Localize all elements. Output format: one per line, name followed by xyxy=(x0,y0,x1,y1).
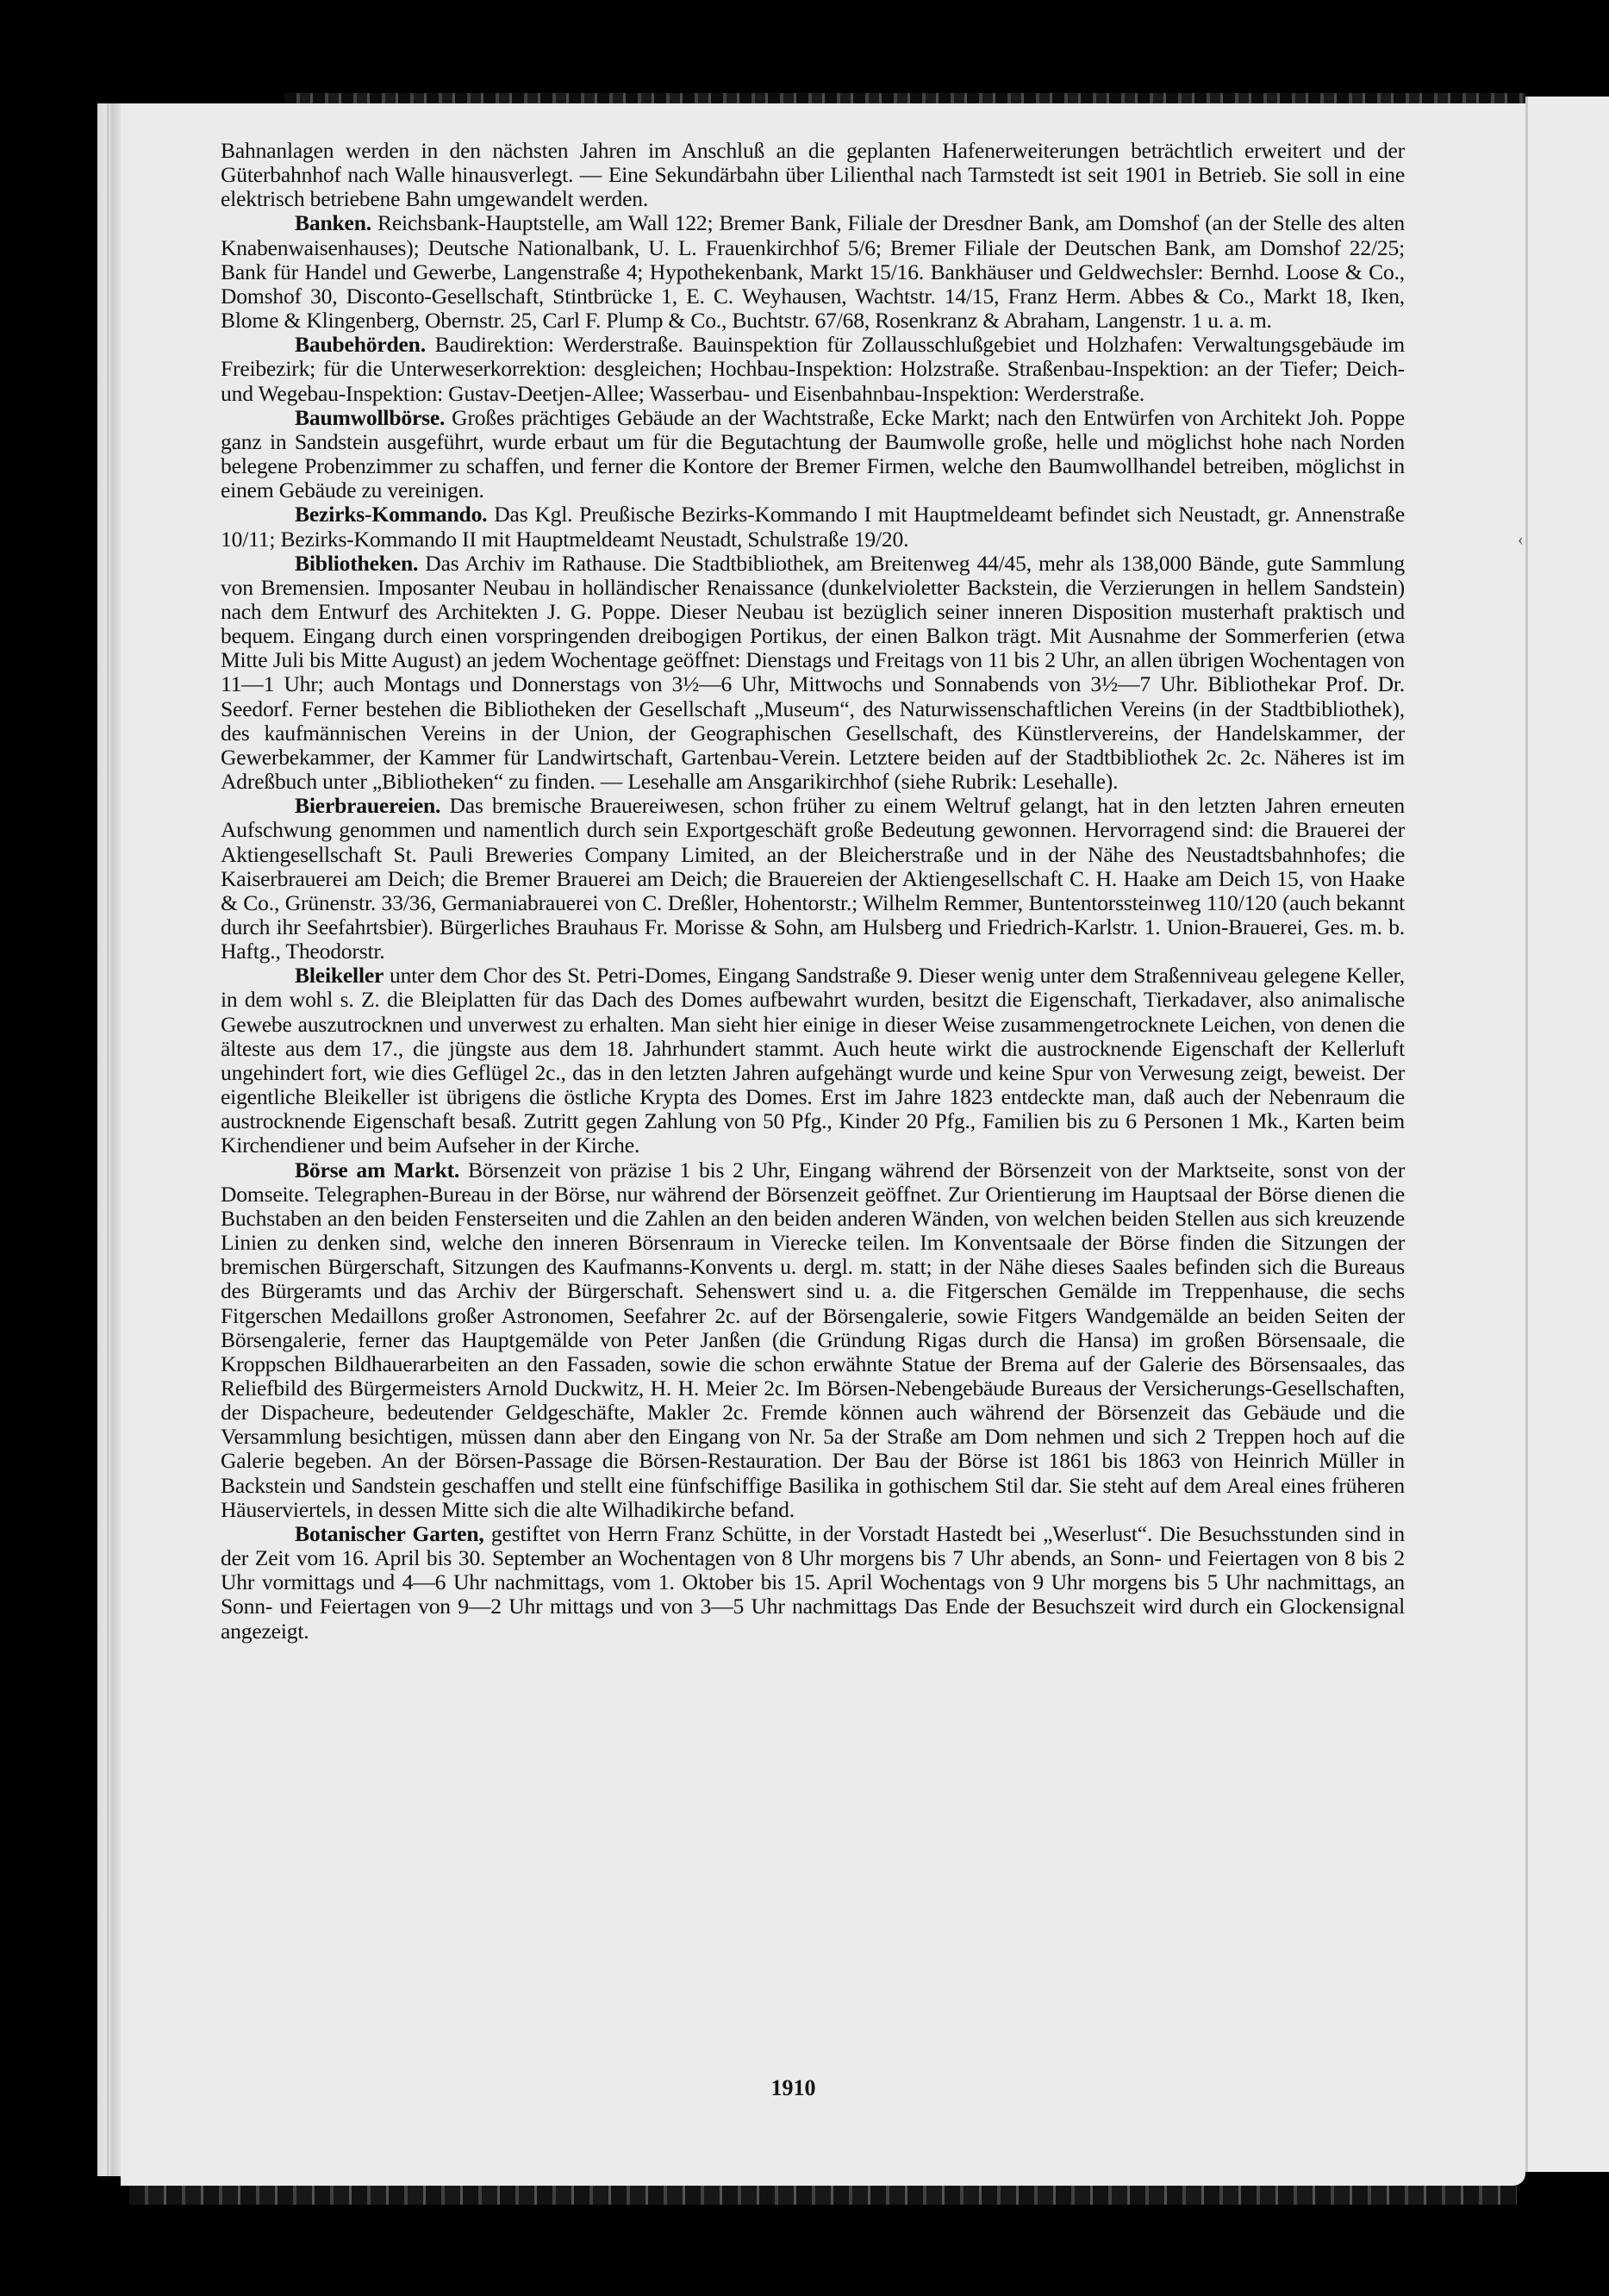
paragraph-text: Das Kgl. Preußische Bezirks-Kommando I mit Hauptmeldeamt befindet sich Neustadt, gr. Annenstraße 10/11; Bezirks-Kommando II mit Hauptmeldeamt Neustadt, Schulstraße 19/20. xyxy=(221,502,1405,552)
paragraph-baubehoerden xyxy=(221,333,1405,405)
paragraph-heading: Bleikeller xyxy=(295,963,384,989)
paragraph-heading: Baubehörden. xyxy=(295,332,426,358)
paragraph-text: gestiftet von Herrn Franz Schütte, in der Vorstadt Hastedt bei „Weserlust“. Die Besuchsstunden sind in der Zeit vom 16. April bis 30. September an Wochentagen von 8 Uhr morgens bis 7 Uhr abends, an Sonn- und Feiertagen von 8 bis 2 Uhr vormittags und 4—6 Uhr nachmittags, vom 1. Oktober bis 15. April Wochentags von 9 Uhr morgens bis 5 Uhr nachmittags, an Sonn- und Feiertagen von 9—2 Uhr mittags und von 3—5 Uhr nachmittags Das Ende der Besuchszeit wird durch ein Glockensignal angezeigt. xyxy=(221,1520,1406,1644)
margin-mark-icon: ‹ xyxy=(1518,530,1524,549)
paragraph-bahnanlagen xyxy=(221,139,1405,211)
paragraph-botanischer-garten xyxy=(221,1522,1405,1644)
paragraph-text: unter dem Chor des St. Petri-Domes, Eingang Sandstraße 9. Dieser wenig unter dem Straßenniveau gelegene Keller, in dem wohl s. Z. die Bleiplatten für das Dach des Domes aufbewahrt wurden, besitzt die Eigenschaft, Tierkadaver, also animalische Gewebe auszutrocknen und unverwest zu erhalten. Man sieht hier einige in dieser Weise zusammengetrocknete Leichen, von denen die älteste aus dem 17., die jüngste aus dem 18. Jahrhundert stammt. Auch heute wirkt die austrocknende Eigenschaft der Kellerluft ungehindert fort, wie dies Geflügel 2c., das in den letzten Jahren aufgehängt wurde und keine Spur von Verwesung zeigt, beweist. Der eigentliche Bleikeller ist übrigens die östliche Krypta des Domes. Erst im Jahre 1823 entdeckte man, daß auch der Nebenraum die austrocknende Eigenschaft besaß. Zutritt gegen Zahlung von 50 Pfg., Kinder 20 Pfg., Familien bis zu 6 Personen 1 Mk., Karten beim Kirchendiener und beim Aufseher in der Kirche. xyxy=(221,963,1406,1158)
paragraph-bierbrauereien xyxy=(221,794,1405,964)
paragraph-text: Baudirektion: Werderstraße. Bauinspektion für Zollausschlußgebiet und Holzhafen: Verwaltungsgebäude im Freibezirk; für die Unterweserkorrektion: desgleichen; Hochbau-Inspektion: Holzstraße. Straßenbau-Inspektion: an der Tiefer; Deich- und Wegebau-Inspektion: Gustav-Deetjen-Allee; Wasserbau- und Eisenbahnbau-Inspektion: Werderstraße. xyxy=(221,332,1405,406)
paragraph-heading: Botanischer Garten, xyxy=(295,1520,484,1546)
paragraph-text: Das bremische Brauereiwesen, schon früher zu einem Weltruf gelangt, hat in den letzten Jahren erneuten Aufschwung genommen und namentlich durch sein Exportgeschäft große Bedeutung gewonnen. Hervorragend sind: die Brauerei der Aktiengesellschaft St. Pauli Breweries Company Limited, an der Bleicherstraße und in der Nähe des Neustadtsbahnhofes; die Kaiserbrauerei am Deich; die Bremer Brauerei am Deich; die Brauereien der Aktiengesellschaft C. H. Haake am Deich 15, von Haake & Co., Grünenstr. 33/36, Germaniabrauerei von C. Dreßler, Hohentorstr.; Wilhelm Remmer, Buntentorssteinweg 110/120 (auch bekannt durch ihr Seefahrtsbier). Bürgerliches Brauhaus Fr. Morisse & Sohn, am Hulsberg und Friedrich-Karlstr. 1. Union-Brauerei, Ges. m. b. Haftg., Theodorstr. xyxy=(221,793,1405,964)
paragraph-heading: Bezirks-Kommando. xyxy=(295,502,488,527)
paragraph-text: Börsenzeit von präzise 1 bis 2 Uhr, Eingang während der Börsenzeit von der Marktseite, sonst von der Domseite. Telegraphen-Bureau in der Börse, nur während der Börsenzeit geöffnet. Zur Orientierung im Hauptsaal der Börse dienen die Buchstaben an den beiden Fensterseiten und die Zahlen an den beiden anderen Wänden, von welchen beiden Stellen aus sich kreuzende Linien zu denken sind, welche den inneren Börsenraum in Vierecke teilen. Im Konventsaale der Börse finden die Sitzungen der bremischen Bürgerschaft, Sitzungen des Kaufmanns-Konvents u. dergl. m. statt; in der Nähe dieses Saales befinden sich die Bureaus des Bürgeramts und das Archiv der Bürgerschaft. Sehenswert sind u. a. die Fitgerschen Gemälde im Treppenhause, die sechs Fitgerschen Medaillons großer Astronomen, Seefahrer 2c. auf der Börsengalerie, sowie Fitgers Wandgemälde an beiden Seiten der Börsengalerie, ferner das Hauptgemälde von Peter Janßen (die Gründung Rigas durch die Hansa) im großen Börsensaale, die Kroppschen Bildhauerarbeiten an den Fassaden, sowie die schon erwähnte Statue der Brema auf der Galerie des Börsensaales, das Reliefbild des Bürgermeisters Arnold Duckwitz, H. H. Meier 2c. Im Börsen-Nebengebäude Bureaus der Versicherungs-Gesellschaften, der Dispacheure, bedeutender Geldgeschäfte, Makler 2c. Fremde können auch während der Börsenzeit das Gebäude und die Versammlung besichtigen, müssen dann aber den Eingang von Nr. 5a der Straße am Dom nehmen und sich 2 Treppen hoch auf die Galerie begeben. An der Börsen-Passage die Börsen-Restauration. Der Bau der Börse ist 1861 bis 1863 von Heinrich Müller in Backstein und Sandstein geschaffen und stellt eine fünfschiffige Basilika in gothischem Stil dar. Sie steht auf dem Areal eines früheren Häuserviertels, in dessen Mitte sich die alte Wilhadikirche befand. xyxy=(221,1157,1406,1522)
right-page-fold xyxy=(1525,97,1609,2172)
paragraph-heading: Bibliotheken. xyxy=(295,550,419,576)
paragraph-text: Das Archiv im Rathause. Die Stadtbibliothek, am Breitenweg 44/45, mehr als 138,000 Bände, gute Sammlung von Bremensien. Imposanter Neubau in holländischer Renaissance (dunkelvioletter Backstein, die Verzierungen in hellem Sandstein) nach dem Entwurf des Architekten J. G. Poppe. Dieser Neubau ist bezüglich seiner inneren Disposition musterhaft praktisch und bequem. Eingang durch einen vorspringenden dreibogigen Portikus, der einen Balkon trägt. Mit Ausnahme der Sommerferien (etwa Mitte Juli bis Mitte August) an jedem Wochentage geöffnet: Dienstags und Freitags von 11 bis 2 Uhr, an allen übrigen Wochentagen von 11—1 Uhr; auch Montags und Donnerstags von 3½—6 Uhr, Mittwochs und Sonnabends von 3½—7 Uhr. Bibliothekar Prof. Dr. Seedorf. Ferner bestehen die Bibliotheken der Gesellschaft „Museum“, des Naturwissenschaftlichen Vereins (in der Stadtbibliothek), des kaufmännischen Vereins in der Union, der Geographischen Gesellschaft, des Künstlervereins, der Handelskammer, der Gewerbekammer, der Kammer für Landwirtschaft, Gartenbau-Verein. Letztere beiden auf der Stadtbibliothek 2c. 2c. Näheres ist im Adreßbuch unter „Bibliotheken“ zu finden. — Lesehalle am Ansgarikirchhof (siehe Rubrik: Lesehalle). xyxy=(221,550,1406,795)
paragraph-bezirks-kommando xyxy=(221,502,1405,551)
paragraph-baumwollboerse xyxy=(221,406,1405,503)
top-page-edge xyxy=(284,93,1525,103)
paragraph-text: Großes prächtiges Gebäude an der Wachtstraße, Ecke Markt; nach den Entwürfen von Architekt Joh. Poppe ganz in Sandstein ausgeführt, wurde erbaut um für die Begutachtung der Baumwolle große, helle und möglichst hohe nach Norden belegene Probenzimmer zu schaffen, und ferner die Kontore der Bremer Firmen, welche den Baumwollhandel betreiben, möglichst in einem Gebäude zu vereinigen. xyxy=(221,404,1405,503)
paragraph-text: Bahnanlagen werden in den nächsten Jahren im Anschluß an die geplanten Hafenerweiterungen beträchtlich erweitert und der Güterbahnhof nach Walle hinausverlegt. — Eine Sekundärbahn über Lilienthal nach Tarmstedt ist seit 1901 in Betrieb. Sie soll in eine elektrisch betriebene Bahn umgewandelt werden. xyxy=(221,138,1405,212)
paragraph-bleikeller xyxy=(221,964,1405,1157)
paragraph-heading: Börse am Markt. xyxy=(295,1157,460,1182)
page-number: 1910 xyxy=(770,2075,816,2100)
paragraph-bibliotheken xyxy=(221,552,1405,795)
bottom-page-edge xyxy=(129,2186,1517,2205)
paragraph-banken xyxy=(221,211,1405,333)
paragraph-heading: Banken. xyxy=(295,210,371,236)
paragraph-heading: Bierbrauereien. xyxy=(295,793,441,819)
paragraph-heading: Baumwollbörse. xyxy=(295,404,446,430)
paragraph-boerse-am-markt xyxy=(221,1158,1405,1522)
paragraph-text: Reichsbank-Hauptstelle, am Wall 122; Bremer Bank, Filiale der Dresdner Bank, am Domshof (an der Stelle des alten Knabenwaisenhauses); Deutsche Nationalbank, U. L. Frauenkirchhof 5/6; Bremer Filiale der Deutschen Bank, am Domshof 22/25; Bank für Handel und Gewerbe, Langenstraße 4; Hypothekenbank, Markt 15/16. Bankhäuser und Geldwechsler: Bernhd. Loose & Co., Domshof 30, Disconto-Gesellschaft, Stintbrücke 1, E. C. Weyhausen, Wachtstr. 14/15, Franz Herm. Abbes & Co., Markt 18, Iken, Blome & Klingenberg, Obernstr. 25, Carl F. Plump & Co., Buchtstr. 67/68, Rosenkranz & Abraham, Langenstr. 1 u. a. m. xyxy=(221,210,1406,334)
page-stack-edge xyxy=(97,103,123,2176)
text-column xyxy=(221,139,1405,1644)
